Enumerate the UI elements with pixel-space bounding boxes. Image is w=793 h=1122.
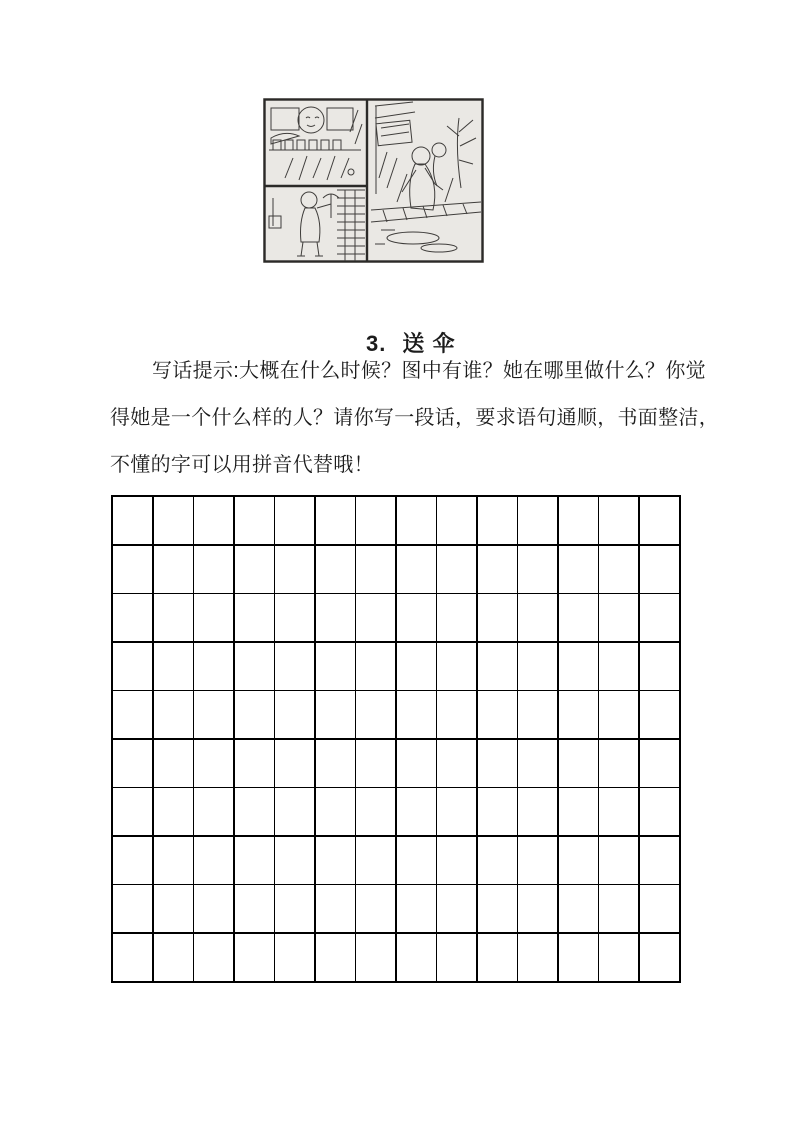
grid-cell [640,740,679,787]
grid-cell [356,740,395,787]
grid-cell [599,497,638,544]
grid-cell [356,934,395,981]
grid-cell [194,885,233,932]
grid-cell [316,740,355,787]
grid-cell [518,740,557,787]
grid-cell [437,934,476,981]
grid-cell [356,643,395,690]
grid-cell [559,546,598,593]
grid-cell [356,594,395,641]
grid-cell [599,691,638,738]
grid-cell [397,643,436,690]
grid-cell [275,497,314,544]
grid-cell [518,497,557,544]
grid-cell [640,837,679,884]
grid-cell [235,594,274,641]
grid-cell [478,497,517,544]
grid-cell [518,594,557,641]
grid-cell [640,643,679,690]
prompt-line: 写话提示:大概在什么时候？图中有谁？她在哪里做什么？你觉 [152,360,706,382]
grid-cell [194,740,233,787]
grid-cell [559,691,598,738]
grid-cell [599,885,638,932]
grid-cell [154,837,193,884]
grid-cell [478,643,517,690]
grid-cell [518,934,557,981]
grid-cell [518,643,557,690]
story-picture-drawing [263,98,484,263]
grid-cell [478,546,517,593]
grid-cell [113,497,152,544]
grid-cell [599,643,638,690]
grid-cell [154,934,193,981]
grid-cell [437,837,476,884]
writing-prompt [110,348,719,489]
grid-cell [640,594,679,641]
grid-cell [356,885,395,932]
grid-cell [194,934,233,981]
grid-cell [356,691,395,738]
grid-cell [599,546,638,593]
grid-cell [154,643,193,690]
grid-cell [640,497,679,544]
grid-cell [194,546,233,593]
grid-cell [113,885,152,932]
writing-grid [111,495,681,983]
grid-cell [235,740,274,787]
grid-cell [113,934,152,981]
grid-cell [478,837,517,884]
grid-cell [235,934,274,981]
grid-cell [235,643,274,690]
grid-cell [316,643,355,690]
grid-cell [154,885,193,932]
grid-cell [113,546,152,593]
grid-cell [599,740,638,787]
grid-cell [154,740,193,787]
grid-cell [640,788,679,835]
grid-cell [235,788,274,835]
grid-cell [599,788,638,835]
grid-cell [194,837,233,884]
grid-cell [275,934,314,981]
grid-cell [194,497,233,544]
grid-cell [356,546,395,593]
grid-cell [194,691,233,738]
grid-cell [113,788,152,835]
grid-cell [518,885,557,932]
lesson-title-text: 送 伞 [402,331,456,356]
grid-cell [316,788,355,835]
grid-cell [275,740,314,787]
grid-cell [437,788,476,835]
grid-cell [437,594,476,641]
grid-cell [397,546,436,593]
lesson-number: 3. [365,331,387,356]
grid-cell [194,643,233,690]
grid-cell [316,497,355,544]
grid-cell [397,788,436,835]
grid-cell [640,885,679,932]
grid-cell [154,594,193,641]
grid-cell [275,643,314,690]
grid-cell [113,594,152,641]
grid-cell [235,885,274,932]
grid-cell [235,546,274,593]
grid-cell [437,885,476,932]
grid-cell [275,546,314,593]
grid-cell [599,594,638,641]
grid-cell [154,788,193,835]
grid-cell [113,643,152,690]
grid-cell [437,643,476,690]
grid-cell [437,497,476,544]
grid-cell [559,934,598,981]
grid-cell [275,691,314,738]
grid-cell [356,837,395,884]
grid-cell [478,594,517,641]
grid-cell [275,594,314,641]
grid-cell [113,740,152,787]
grid-cell [397,885,436,932]
grid-cell [194,594,233,641]
grid-cell [275,885,314,932]
grid-cell [356,788,395,835]
grid-cell [478,691,517,738]
grid-cell [599,934,638,981]
grid-cell [559,740,598,787]
grid-cell [316,546,355,593]
grid-cell [316,934,355,981]
grid-cell [599,837,638,884]
grid-cell [559,788,598,835]
grid-cell [640,934,679,981]
grid-cell [397,691,436,738]
grid-cell [397,934,436,981]
grid-cell [518,837,557,884]
grid-cell [275,837,314,884]
story-picture [263,98,484,263]
grid-cell [154,497,193,544]
grid-cell [478,885,517,932]
grid-cell [113,837,152,884]
grid-cell [397,740,436,787]
grid-cell [275,788,314,835]
grid-cell [518,546,557,593]
grid-cell [437,740,476,787]
grid-cell [559,837,598,884]
grid-cell [559,885,598,932]
grid-cell [154,546,193,593]
grid-cell [640,691,679,738]
grid-cell [235,837,274,884]
grid-cell [154,691,193,738]
prompt-line: 得她是一个什么样的人？请你写一段话，要求语句通顺，书面整洁， [110,407,719,429]
grid-cell [437,691,476,738]
grid-cell [316,594,355,641]
grid-cell [235,497,274,544]
grid-cell [437,546,476,593]
grid-cell [356,497,395,544]
grid-cell [397,497,436,544]
grid-cell [397,594,436,641]
grid-cell [316,691,355,738]
grid-cell [559,643,598,690]
grid-cell [316,837,355,884]
grid-cell [194,788,233,835]
grid-cell [316,885,355,932]
grid-cell [640,546,679,593]
grid-cell [478,934,517,981]
grid-cell [478,788,517,835]
prompt-line: 不懂的字可以用拼音代替哦！ [110,454,374,476]
grid-cell [518,788,557,835]
grid-cell [397,837,436,884]
grid-cell [235,691,274,738]
grid-cell [518,691,557,738]
grid-cell [559,497,598,544]
grid-cell [113,691,152,738]
grid-cell [559,594,598,641]
grid-cell [478,740,517,787]
